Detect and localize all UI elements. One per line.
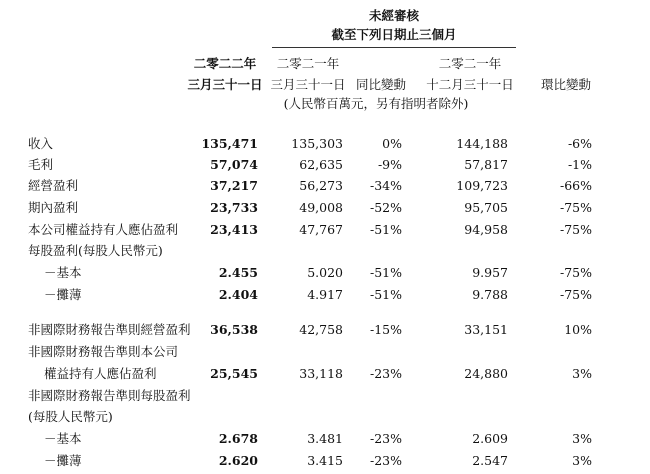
cell-col1: 25,545 [210,366,258,381]
cell-col5: -6% [567,136,592,151]
cell-col4: 2.609 [472,431,508,446]
col5-header: 環比變動 [540,77,592,92]
table-row [0,135,650,153]
table-row [0,199,650,217]
cell-col2: 33,118 [299,366,343,381]
table-row [0,221,650,239]
col4-date: 十二月三十一日 [426,77,514,92]
col1-date: 三月三十一日 [187,77,263,92]
row-label: (每股人民幣元) [28,409,113,424]
cell-col1: 2.620 [218,453,258,468]
cell-col4: 94,958 [464,222,508,237]
table-row [0,242,650,260]
cell-col4: 95,705 [464,200,508,215]
cell-col2: 5.020 [307,265,343,280]
table-row [0,387,650,405]
cell-col4: 144,188 [456,136,508,151]
cell-col1: 2.678 [218,431,258,446]
cell-col4: 109,723 [456,178,508,193]
cell-col1: 2.404 [218,287,258,302]
col4-year: 二零二一年 [438,56,502,71]
cell-col3: -51% [369,265,402,280]
cell-col2: 3.415 [307,453,343,468]
row-label: 經營盈利 [28,178,79,193]
cell-col5: 3% [572,453,592,468]
cell-col5: -66% [559,178,592,193]
cell-col2: 62,635 [299,157,343,172]
row-label: 非國際財務報告準則本公司 [28,344,179,359]
table-row [0,365,650,383]
row-label: －基本 [44,265,82,280]
cell-col4: 2.547 [472,453,508,468]
cell-col3: -34% [369,178,402,193]
cell-col3: -52% [369,200,402,215]
cell-col5: -75% [559,287,592,302]
row-label: －攤薄 [44,287,82,302]
row-label: －攤薄 [44,453,82,468]
table-row [0,343,650,361]
cell-col3: -23% [369,431,402,446]
row-label: 毛利 [28,157,54,172]
cell-col3: -15% [369,322,402,337]
cell-col2: 3.481 [307,431,343,446]
cell-col5: -75% [559,265,592,280]
cell-col1: 23,733 [210,200,258,215]
cell-col4: 9.957 [472,265,508,280]
cell-col1: 36,538 [210,322,258,337]
table-row [0,408,650,426]
col3-header: 同比變動 [355,77,407,92]
row-label: 權益持有人應佔盈利 [44,366,157,381]
cell-col3: 0% [382,136,402,151]
cell-col3: -51% [369,287,402,302]
period-label: 截至下列日期止三個月 [331,27,457,42]
col1-year: 二零二二年 [193,56,257,71]
cell-col2: 42,758 [299,322,343,337]
cell-col5: 3% [572,431,592,446]
cell-col1: 23,413 [210,222,258,237]
col2-date: 三月三十一日 [270,77,346,92]
cell-col1: 57,074 [210,157,258,172]
cell-col5: -75% [559,222,592,237]
cell-col5: 10% [564,322,592,337]
cell-col3: -51% [369,222,402,237]
cell-col5: -75% [559,200,592,215]
table-row [0,286,650,304]
table-row [0,177,650,195]
cell-col2: 4.917 [307,287,343,302]
period-underline [272,47,516,48]
cell-col4: 57,817 [464,157,508,172]
cell-col2: 47,767 [299,222,343,237]
cell-col2: 49,008 [299,200,343,215]
row-label: 非國際財務報告準則經營盈利 [28,322,191,337]
audit-label: 未經審核 [368,8,420,23]
cell-col2: 56,273 [299,178,343,193]
cell-col3: -23% [369,453,402,468]
table-row [0,452,650,470]
cell-col4: 9.788 [472,287,508,302]
cell-col4: 24,880 [464,366,508,381]
unit-note: (人民幣百萬元，另有指明者除外) [283,96,469,111]
cell-col3: -23% [369,366,402,381]
cell-col5: -1% [567,157,592,172]
col2-year: 二零二一年 [276,56,340,71]
row-label: 每股盈利(每股人民幣元) [28,243,163,258]
cell-col2: 135,303 [291,136,343,151]
table-row [0,264,650,282]
cell-col1: 135,471 [201,136,258,151]
row-label: 本公司權益持有人應佔盈利 [28,222,179,237]
row-label: －基本 [44,431,82,446]
row-label: 非國際財務報告準則每股盈利 [28,388,191,403]
cell-col4: 33,151 [464,322,508,337]
row-label: 收入 [28,136,54,151]
cell-col3: -9% [377,157,402,172]
table-row [0,156,650,174]
table-row [0,321,650,339]
row-label: 期內盈利 [28,200,79,215]
cell-col1: 2.455 [218,265,258,280]
cell-col1: 37,217 [210,178,258,193]
cell-col5: 3% [572,366,592,381]
table-row [0,430,650,448]
